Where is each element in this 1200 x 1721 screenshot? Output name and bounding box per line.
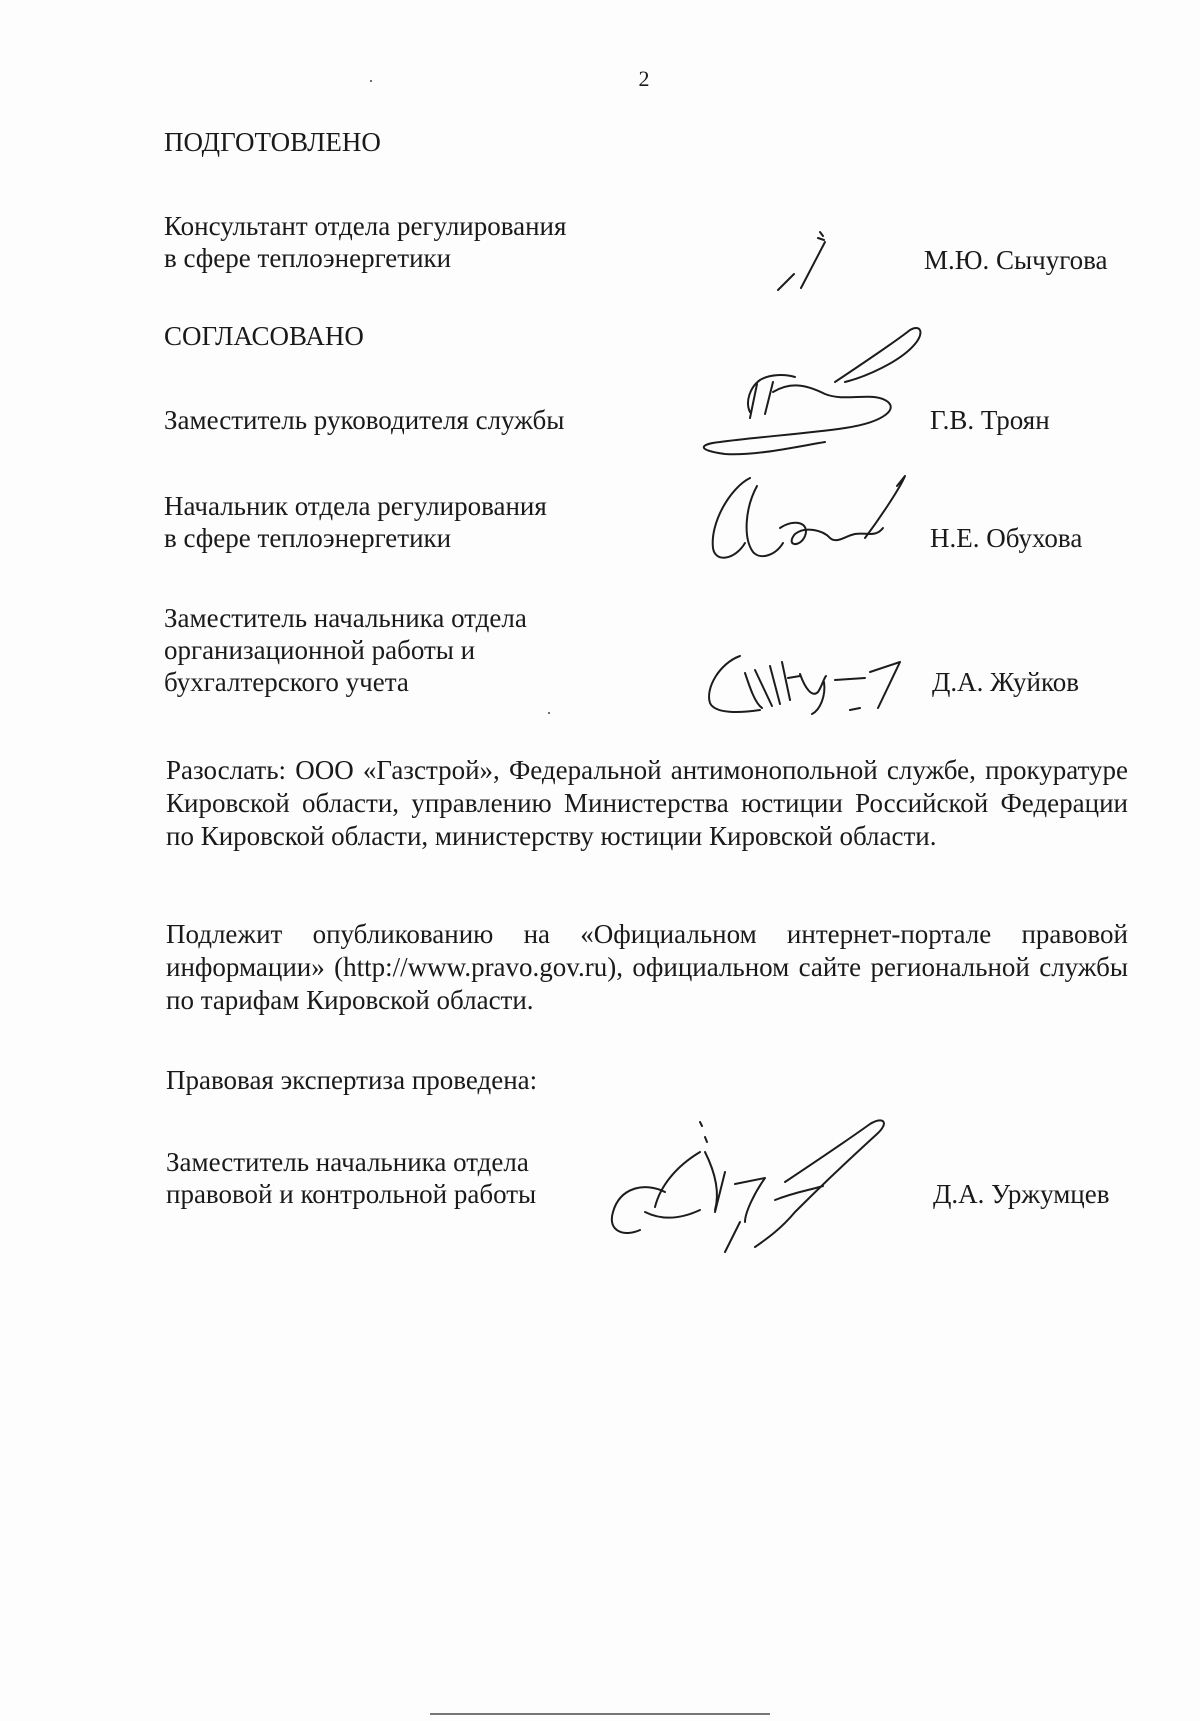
signer-2-name: Н.Е. Обухова [930, 523, 1083, 553]
signer-3-name: Д.А. Жуйков [932, 667, 1079, 697]
prepared-position-line1: Консультант отдела регулирования [164, 211, 567, 241]
publication-paragraph: Подлежит опубликованию на «Официальном интернет-портале правовой информации» (http://www.pravo.gov.ru), официальном сайте региональной службы по тарифам Кировской области. [166, 919, 1128, 1015]
signer-1-position: Заместитель руководителя службы [164, 405, 565, 435]
signer-2-position-line1: Начальник отдела регулирования [164, 491, 547, 521]
signature-troyan [695, 322, 925, 467]
signer-3-position-line2: организационной работы и [164, 635, 476, 665]
legal-review-name: Д.А. Уржумцев [933, 1179, 1110, 1209]
page-number: 2 [638, 66, 650, 91]
legal-review-heading: Правовая экспертиза проведена: [166, 1065, 538, 1095]
signer-3-position-line1: Заместитель начальника отдела [164, 603, 527, 633]
signer-3-position-line3: бухгалтерского учета [164, 667, 409, 697]
legal-review-position-line2: правовой и контрольной работы [166, 1179, 537, 1209]
signature-obukhova [705, 468, 910, 568]
distribution-paragraph: Разослать: ООО «Газстрой», Федеральной антимонопольной службе, прокуратуре Кировской области, управлению Министерства юстиции Российской Федерации по Кировской области, министерству юстиции Кировской области. [166, 755, 1128, 851]
signature-sychugova [768, 228, 838, 296]
prepared-name: М.Ю. Сычугова [924, 245, 1108, 275]
legal-review-position-line1: Заместитель начальника отдела [166, 1147, 529, 1177]
signature-zhuikov [700, 648, 910, 718]
scan-speck [370, 80, 372, 82]
signer-2-position-line2: в сфере теплоэнергетики [164, 523, 452, 553]
signer-1-name: Г.В. Троян [930, 405, 1050, 435]
scan-speck [548, 712, 550, 714]
agreed-heading: СОГЛАСОВАНО [164, 321, 364, 351]
scan-edge-line [430, 1713, 770, 1715]
prepared-heading: ПОДГОТОВЛЕНО [164, 127, 381, 157]
signature-urzhumtsev [605, 1112, 925, 1262]
prepared-position-line2: в сфере теплоэнергетики [164, 243, 452, 273]
